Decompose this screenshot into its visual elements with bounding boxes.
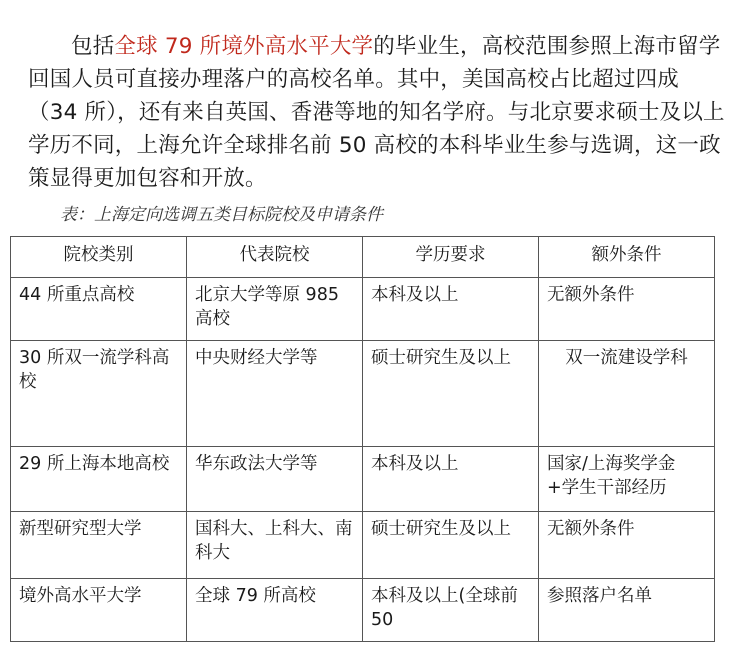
cell-degree-requirement: 硕士研究生及以上 (363, 341, 539, 447)
cell-extra-conditions: 无额外条件 (539, 512, 715, 579)
header-extra-conditions: 额外条件 (539, 237, 715, 278)
paragraph-prefix: 包括 (71, 34, 115, 59)
cell-school-category: 30 所双一流学科高校 (11, 341, 187, 447)
table-header-row (11, 237, 715, 278)
body-paragraph (28, 30, 728, 195)
cell-school-category: 44 所重点高校 (11, 278, 187, 341)
cell-degree-requirement: 硕士研究生及以上 (363, 512, 539, 579)
cell-school-category: 新型研究型大学 (11, 512, 187, 579)
paragraph-rest: 的毕业生，高校范围参照上海市留学回国人员可直接办理落户的高校名单。其中，美国高校占比超过四成（34 所），还有来自英国、香港等地的知名学府。与北京要求硕士及以上学历不同，上海允许全球排名前 50 高校的本科毕业生参与选调，这一政策显得更加包容和开放。 (28, 34, 725, 191)
cell-extra-conditions: 无额外条件 (539, 278, 715, 341)
cell-representative-schools: 华东政法大学等 (187, 447, 363, 512)
target-schools-table (10, 236, 715, 642)
cell-extra-conditions: 参照落户名单 (539, 579, 715, 642)
cell-school-category: 境外高水平大学 (11, 579, 187, 642)
paragraph-highlight: 全球 79 所境外高水平大学 (114, 34, 374, 59)
cell-representative-schools: 中央财经大学等 (187, 341, 363, 447)
cell-representative-schools: 国科大、上科大、南科大 (187, 512, 363, 579)
cell-representative-schools: 北京大学等原 985 高校 (187, 278, 363, 341)
header-degree-requirement: 学历要求 (363, 237, 539, 278)
table-row (11, 341, 715, 447)
header-representative-schools: 代表院校 (187, 237, 363, 278)
header-school-category: 院校类别 (11, 237, 187, 278)
table-row (11, 579, 715, 642)
cell-degree-requirement: 本科及以上(全球前 50 (363, 579, 539, 642)
cell-degree-requirement: 本科及以上 (363, 447, 539, 512)
cell-representative-schools: 全球 79 所高校 (187, 579, 363, 642)
table-caption: 表：上海定向选调五类目标院校及申请条件 (60, 205, 383, 225)
cell-extra-conditions: 国家/上海奖学金+学生干部经历 (539, 447, 715, 512)
cell-school-category: 29 所上海本地高校 (11, 447, 187, 512)
table-row (11, 447, 715, 512)
table-row (11, 512, 715, 579)
cell-degree-requirement: 本科及以上 (363, 278, 539, 341)
table-row (11, 278, 715, 341)
cell-extra-conditions: 双一流建设学科 (539, 341, 715, 447)
